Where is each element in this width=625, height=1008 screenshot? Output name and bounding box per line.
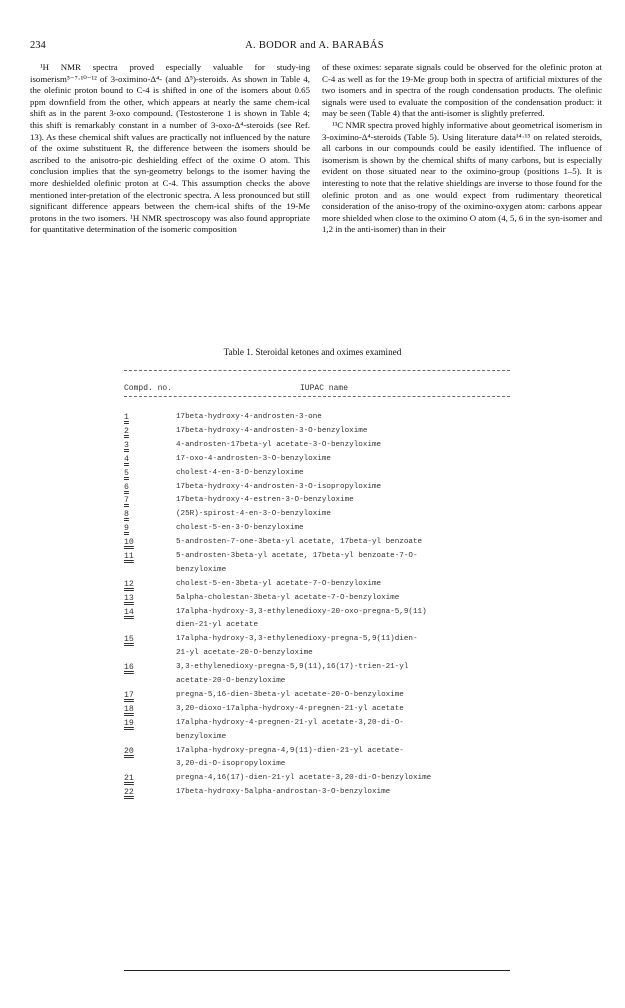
compound-number: 4 bbox=[124, 454, 129, 464]
compound-number: 17 bbox=[124, 691, 134, 700]
compound-number: 10 bbox=[124, 538, 134, 548]
iupac-name-line: 21-yl acetate-20-O-benzyloxime bbox=[176, 649, 313, 658]
compound-number: 2 bbox=[124, 426, 129, 436]
iupac-name-line: 17alpha-hydroxy-pregna-4,9(11)-dien-21-yl acetate- bbox=[176, 746, 404, 755]
column-header-compd: Compd. no. bbox=[124, 384, 173, 393]
iupac-name-line: 3,20-dioxo-17alpha-hydroxy-4-pregnen-21-yl acetate bbox=[176, 704, 404, 713]
compound-number: 18 bbox=[124, 704, 134, 714]
paragraph: ¹H NMR spectra proved especially valuable for study-ing isomerism⁵⁻⁷·¹⁰⁻¹² of 3-oximino-Δ⁴- (and Δ⁵)-steroids. As shown in Table 4, the olefinic proton bound to C-4 is shifted in one of the isomers about 0.65 ppm downfield from the other, which appears at nearly the same chem-ical shift as in the parent 3-oxo compound. (Testosterone 1 is shown in Table 4; this shift is remarkably constant in a number of 3-oxo-Δ⁴-steroids (see Ref. 13). As these chemical shift values are practically not influenced by the nature of the oxime substituent R, the difference between the isomers should be ascribed to the anisotro-pic deshielding effect of the oxime O atom. This conclusion implies that the syn-geometry belongs to the isomer having the more deshielded olefinic proton at C-4. This assumption checks the above mentioned inter-pretation of the electronic spectra. A less pronounced but still significant difference appears between the chem-ical shifts of the 19-Me protons in the two isomers. ¹H NMR spectroscopy was also found appropriate for quantitative determination of the isomeric composition bbox=[30, 62, 310, 235]
left-column bbox=[30, 62, 310, 334]
iupac-name-line: cholest-5-en-3beta-yl acetate-7-O-benzyloxime bbox=[176, 579, 382, 588]
compound-number: 1 bbox=[124, 413, 129, 422]
iupac-name-line: 17beta-hydroxy-4-androsten-3-O-isopropyloxime bbox=[176, 482, 382, 491]
compound-number: 6 bbox=[124, 482, 129, 492]
iupac-name-line: 5-androsten-7-one-3beta-yl acetate, 17beta-yl benzoate bbox=[176, 538, 423, 547]
table-caption: Table 1. Steroidal ketones and oximes examined bbox=[223, 347, 402, 357]
compound-number: 14 bbox=[124, 607, 134, 617]
iupac-name-line: 17-oxo-4-androsten-3-O-benzyloxime bbox=[176, 454, 331, 463]
iupac-name-line: pregna-5,16-dien-3beta-yl acetate-20-O-benzyloxime bbox=[176, 691, 404, 699]
compound-number: 21 bbox=[124, 774, 134, 784]
iupac-name-line: 4-androsten-17beta-yl acetate-3-O-benzyloxime bbox=[176, 440, 382, 449]
compound-number: 22 bbox=[124, 788, 134, 798]
iupac-name-line: 5alpha-cholestan-3beta-yl acetate-7-O-benzyloxime bbox=[176, 593, 400, 602]
iupac-name-line: acetate-20-O-benzyloxime bbox=[176, 677, 286, 686]
page-header bbox=[30, 40, 599, 54]
iupac-name-line: 17beta-hydroxy-4-androsten-3-O-benzyloxime bbox=[176, 426, 368, 435]
iupac-name-line: 17alpha-hydroxy-4-pregnen-21-yl acetate-3,20-di-O- bbox=[176, 718, 404, 727]
iupac-name-line: pregna-4,16(17)-dien-21-yl acetate-3,20-di-O-benzyloxime bbox=[176, 774, 432, 783]
compound-number: 7 bbox=[124, 496, 129, 506]
compound-number: 19 bbox=[124, 718, 134, 728]
iupac-name-line: 5-androsten-3beta-yl acetate, 17beta-yl benzoate-7-O- bbox=[176, 552, 418, 560]
iupac-name-line: 3,3-ethylenedioxy-pregna-5,9(11),16(17)-trien-21-yl bbox=[176, 663, 409, 672]
running-head: A. BODOR and A. BARABÁS bbox=[245, 40, 384, 51]
table-header-rule bbox=[124, 396, 510, 397]
iupac-name-line: dien-21-yl acetate bbox=[176, 621, 259, 630]
iupac-name-line: benzyloxime bbox=[176, 732, 227, 741]
compound-number: 3 bbox=[124, 440, 129, 450]
compound-number: 20 bbox=[124, 746, 134, 756]
iupac-name-line: 17alpha-hydroxy-3,3-ethylenedioxy-pregna-5,9(11)dien- bbox=[176, 635, 418, 644]
iupac-name-line: 17beta-hydroxy-4-androsten-3-one bbox=[176, 413, 322, 421]
compound-number: 5 bbox=[124, 468, 129, 478]
iupac-name-line: 17beta-hydroxy-4-estren-3-O-benzyloxime bbox=[176, 496, 354, 505]
column-header-iupac: IUPAC name bbox=[300, 384, 349, 393]
compound-number: 8 bbox=[124, 510, 129, 520]
table-bottom-rule bbox=[124, 970, 510, 971]
paragraph: ¹³C NMR spectra proved highly informative about geometrical isomerism in 3-oximino-Δ⁴-steroids (Table 5). Using literature data¹⁴·¹⁵ on related steroids, all carbons in our compounds could be easily identified. The influence of isomerism is shown by the chemical shifts of many carbons, but is especially evident on those situated near to the oximino-group (positions 1–5). It is interesting to note that the relative shieldings are inverse to those found for the olefinic proton and as one would expect from rudimentary theoretical consideration of the aniso-tropy of the oximino-oxygen atom: carbons appear more shielded when close to the oximino O atom (4, 5, 6 in the syn-isomer and 1,2 in the anti-isomer) than in their bbox=[322, 119, 602, 235]
iupac-name-line: cholest-4-en-3-O-benzyloxime bbox=[176, 468, 304, 477]
iupac-name-line: 17beta-hydroxy-5alpha-androstan-3-O-benzyloxime bbox=[176, 788, 391, 797]
body-text bbox=[30, 62, 602, 334]
compound-number: 9 bbox=[124, 524, 129, 534]
iupac-name-line: 3,20-di-O-isopropyloxime bbox=[176, 760, 286, 769]
compound-number: 15 bbox=[124, 635, 134, 645]
right-column bbox=[322, 62, 602, 334]
paragraph: of these oximes: separate signals could be observed for the olefinic proton at C-4 as well as for the 19-Me group both in spectra of artificial mixtures of the two isomers and in spectra of the rough condensation products. The olefinic signals were used to evaluate the composition of the condensation product: it may be seen (Table 4) that the anti-isomer is slightly preferred. bbox=[322, 62, 602, 119]
page-number: 234 bbox=[30, 40, 46, 51]
compound-number: 13 bbox=[124, 593, 134, 603]
iupac-name-line: cholest-5-en-3-O-benzyloxime bbox=[176, 524, 304, 533]
compound-number: 16 bbox=[124, 663, 134, 673]
iupac-name-line: (25R)-spirost-4-en-3-O-benzyloxime bbox=[176, 510, 331, 519]
iupac-name-line: benzyloxime bbox=[176, 565, 227, 574]
table-top-rule bbox=[124, 370, 510, 371]
compound-number: 11 bbox=[124, 552, 134, 561]
compound-number: 12 bbox=[124, 579, 134, 589]
iupac-name-line: 17alpha-hydroxy-3,3-ethylenedioxy-20-oxo-pregna-5,9(11) bbox=[176, 607, 427, 616]
